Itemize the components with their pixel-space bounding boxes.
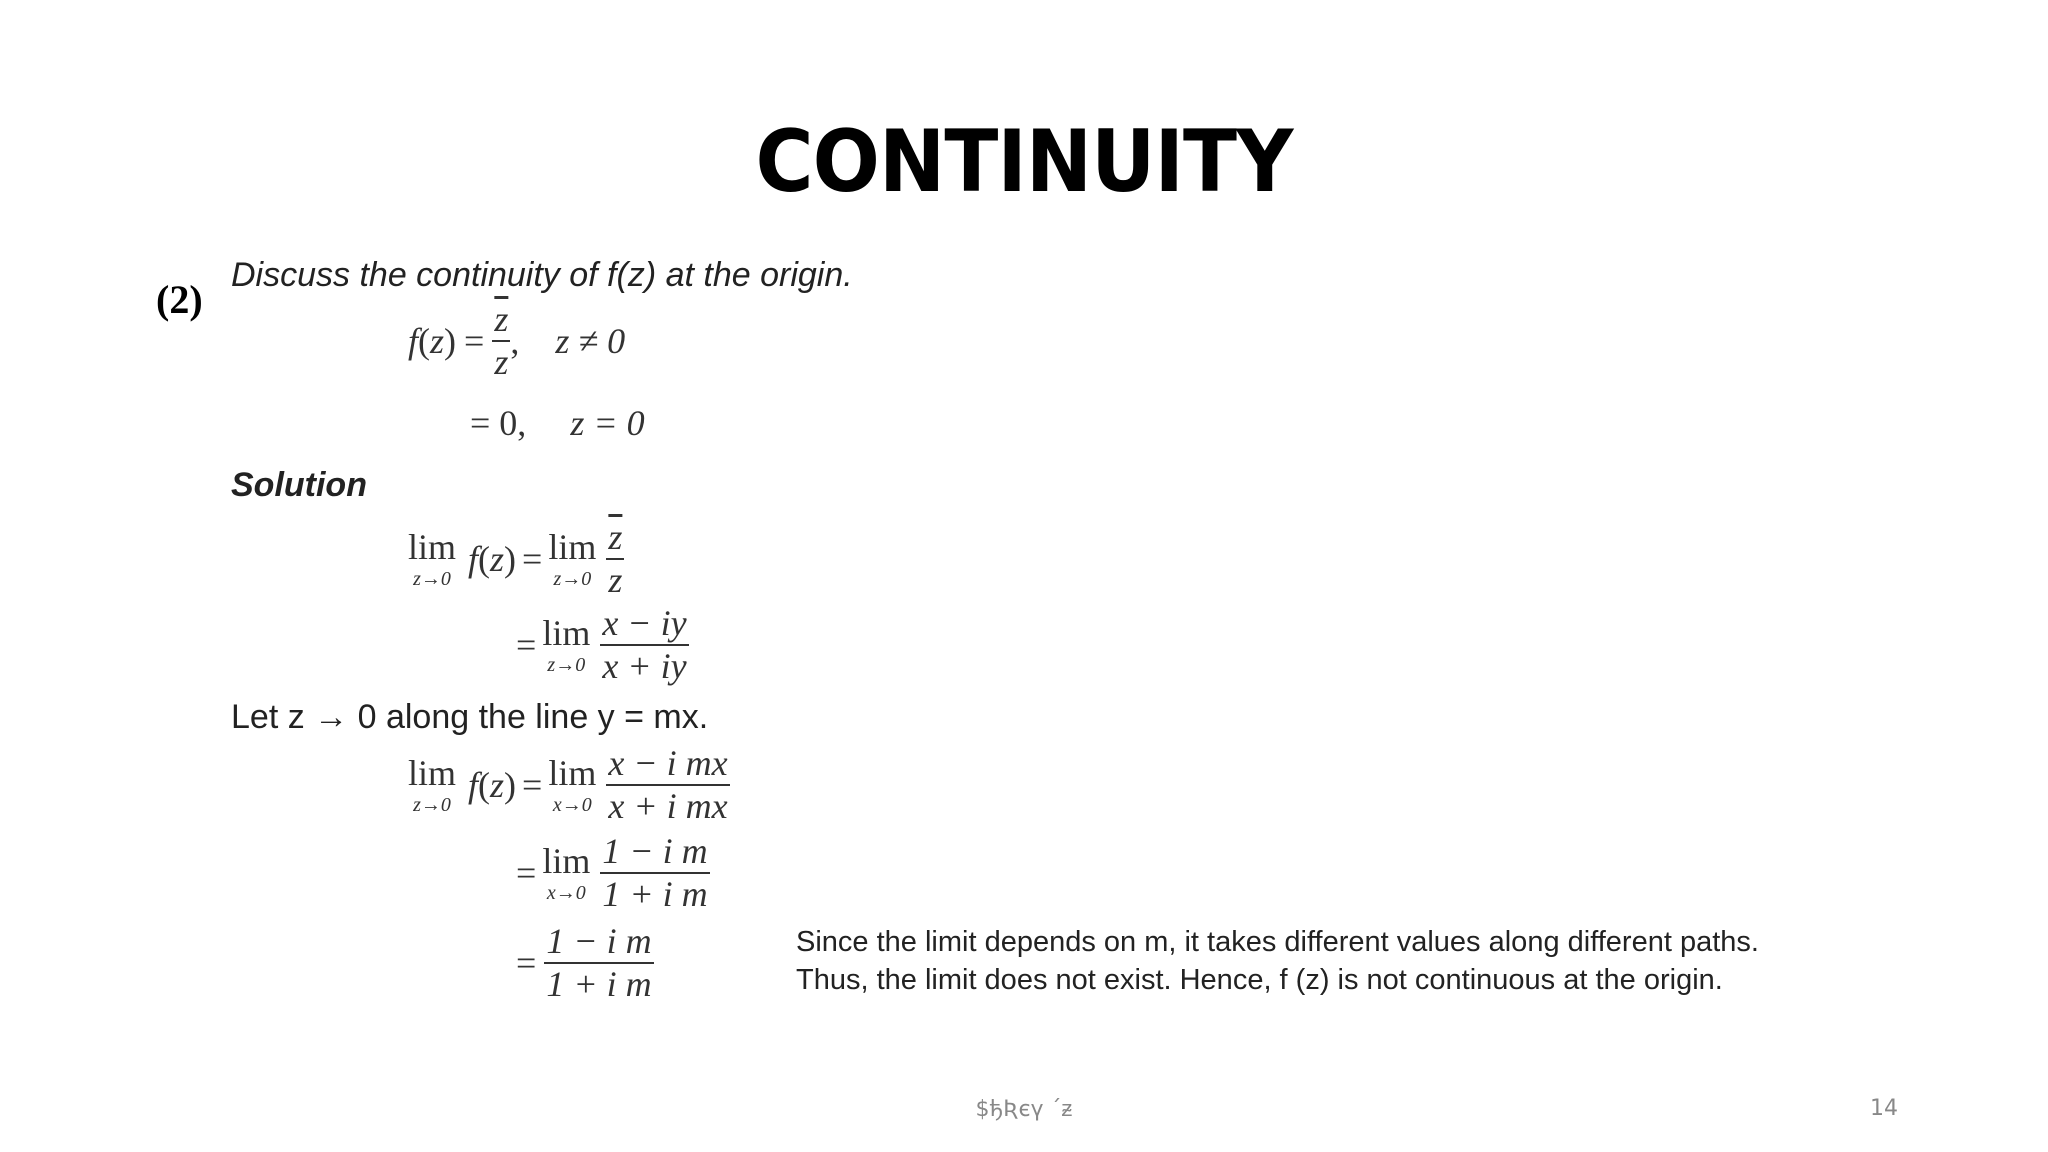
- fraction-1-im-final: $\frac{\text{1 − i m}}{\text{1 + i m}}$: [546, 921, 652, 1004]
- limit-operator: lim x→0: [542, 841, 591, 905]
- denominator: z: [494, 341, 509, 382]
- fraction-1-im: $\frac{\text{1 − i m}}{\text{1 + i m}}$: [602, 831, 708, 914]
- fraction-x-iy: $\frac{x - iy}{x + iy}$: [602, 603, 687, 686]
- limit-operator: lim x→0: [548, 753, 597, 817]
- definition-line-2: [470, 402, 645, 444]
- path-statement: Let z → 0 along the line y = mx.: [231, 698, 709, 736]
- step1-line-2: = lim z→0 $\frac{x - iy}{x + iy}$: [516, 603, 687, 686]
- slide-title: CONTINUITY: [755, 112, 1293, 212]
- step1-line-1: lim z→0 f ( z ) = lim z→0 $\frac{\overline{z}}{z}$: [408, 517, 623, 600]
- fraction-zbar-over-z: $\frac{\overline{z}}{z}$: [608, 517, 623, 600]
- comma: ,: [510, 321, 520, 362]
- conclusion-line-2: Thus, the limit does not exist. Hence, f (z) is not continuous at the origin.: [796, 964, 1723, 996]
- step2-line-1: lim z→0 f ( z ) = lim x→0 $\frac{\text{x − i mx}}{\text{x + i mx}}$: [408, 743, 728, 826]
- question-text: Discuss the continuity of f(z) at the origin.: [231, 256, 853, 294]
- numerator: $\overline{z}$: [492, 300, 510, 342]
- footer-author: $ђƦєү ´ᵶ: [975, 1097, 1073, 1122]
- limit-operator: lim z→0: [408, 753, 457, 817]
- definition-line-1: f ( z ) = $\frac{\overline{z}}{z}$ , z ≠ 0: [408, 299, 626, 382]
- step2-line-2: = lim x→0 $\frac{\text{1 − i m}}{\text{1 + i m}}$: [516, 831, 708, 914]
- conclusion-line-1: Since the limit depends on m, it takes different values along different paths.: [796, 926, 1759, 958]
- fraction-zbar-over-z: [492, 300, 510, 383]
- step2-line-3: = $\frac{\text{1 − i m}}{\text{1 + i m}}$: [516, 921, 652, 1004]
- equals-sign: =: [464, 321, 485, 362]
- limit-operator: lim z→0: [542, 613, 591, 677]
- fraction-x-imx: $\frac{\text{x − i mx}}{\text{x + i mx}}$: [608, 743, 728, 826]
- condition-nonzero: z ≠ 0: [555, 321, 626, 362]
- equals-zero: = 0,: [470, 403, 527, 443]
- page-number: 14: [1870, 1096, 1898, 1121]
- f-symbol: f: [408, 321, 419, 362]
- z-symbol: z: [430, 321, 445, 362]
- limit-operator: lim z→0: [548, 527, 597, 591]
- condition-zero: z = 0: [570, 403, 645, 443]
- problem-number: (2): [156, 277, 203, 322]
- limit-operator: lim z→0: [408, 527, 457, 591]
- solution-heading: Solution: [231, 466, 367, 504]
